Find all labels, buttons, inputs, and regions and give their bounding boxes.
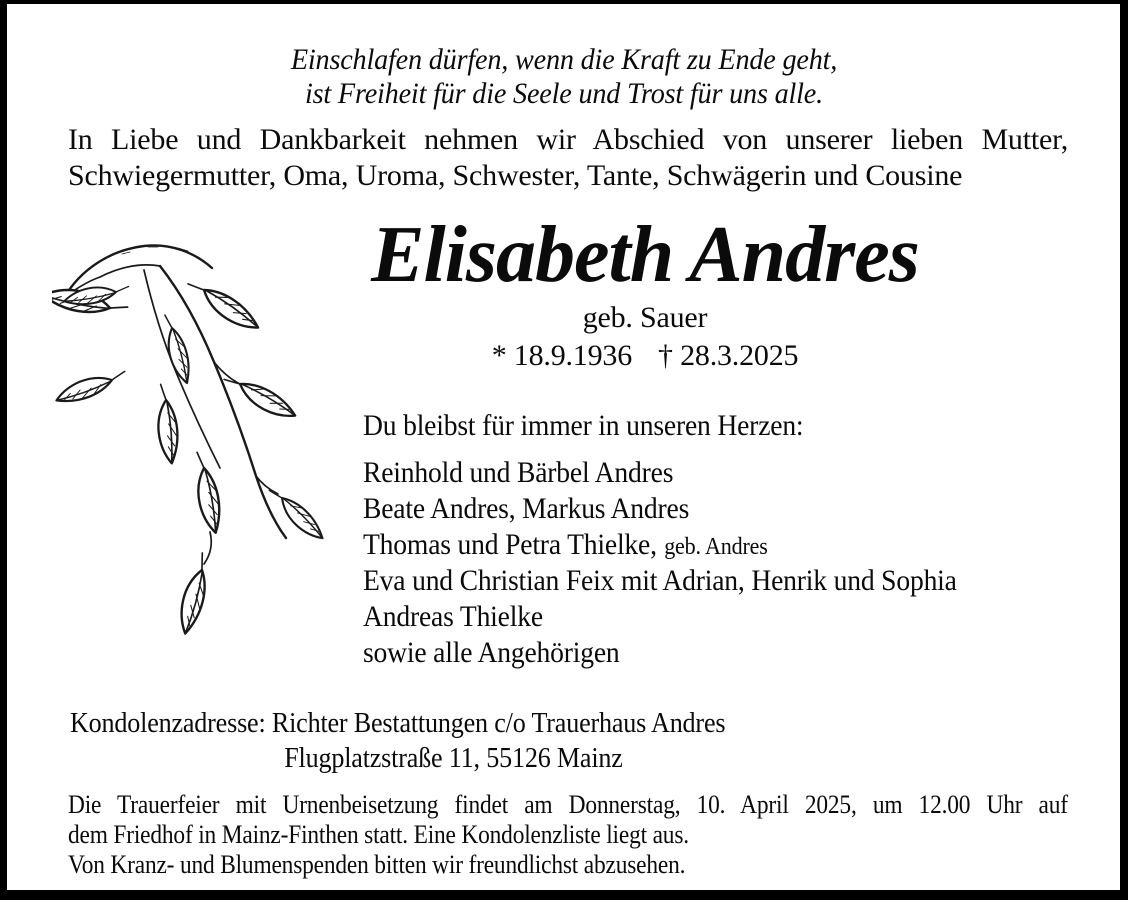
scan-frame-right [1120, 0, 1128, 900]
farewell-heading: Du bleibst für immer in unseren Herzen: [363, 409, 804, 442]
deceased-name: Elisabeth Andres [371, 211, 919, 299]
mourner-line [363, 527, 1062, 563]
scan-frame-bottom [0, 890, 1128, 900]
maiden-name: geb. Sauer [582, 301, 708, 334]
scan-frame-top [0, 0, 1128, 4]
mourner-line: Andreas Thielke [363, 600, 543, 633]
mourner-line: Reinhold und Bärbel Andres [363, 456, 674, 489]
intro-paragraph [68, 122, 1068, 194]
scan-frame-left [0, 0, 7, 900]
birth-date: * 18.9.1936 [491, 339, 632, 372]
life-dates [160, 341, 1128, 371]
service-line-3: Von Kranz- und Blumenspenden bitten wir freundlichst abzusehen. [68, 850, 686, 879]
condolence-line-1: Kondolenzadresse: Richter Bestattungen c/o Trauerhaus Andres [70, 707, 726, 739]
mourners-list [363, 455, 1062, 671]
mourner-line-suffix: geb. Andres [664, 534, 768, 560]
service-line-2: dem Friedhof in Mainz-Finthen statt. Eine Kondolenzliste liegt aus. [68, 820, 689, 849]
mourner-line: Eva und Christian Feix mit Adrian, Henrik und Sophia [363, 564, 957, 597]
opening-verse [34, 43, 1094, 111]
mourner-line: Beate Andres, Markus Andres [363, 492, 690, 525]
mourner-line: sowie alle Angehörigen [363, 636, 620, 669]
verse-line-2: ist Freiheit für die Seele und Trost für uns alle. [304, 77, 824, 110]
farewell-block [363, 408, 1062, 671]
service-info [68, 790, 1068, 880]
condolence-line-2: Flugplatzstraße 11, 55126 Mainz [284, 742, 623, 774]
falling-leaf-icon [156, 532, 231, 634]
condolence-address [70, 706, 880, 776]
verse-line-1: Einschlafen dürfen, wenn die Kraft zu Ende geht, [290, 43, 838, 76]
service-line-1: Die Trauerfeier mit Urnenbeisetzung findet am Donnerstag, 10. April 2025, um 12.00 Uhr auf [68, 790, 1068, 819]
death-date: † 28.3.2025 [658, 339, 799, 372]
intro-line-1: In Liebe und Dankbarkeit nehmen wir Abschied von unserer lieben Mutter, [68, 123, 1068, 156]
mourner-line-main: Thomas und Petra Thielke, [363, 528, 657, 561]
intro-line-2: Schwiegermutter, Oma, Uroma, Schwester, Tante, Schwägerin und Cousine [68, 159, 963, 192]
